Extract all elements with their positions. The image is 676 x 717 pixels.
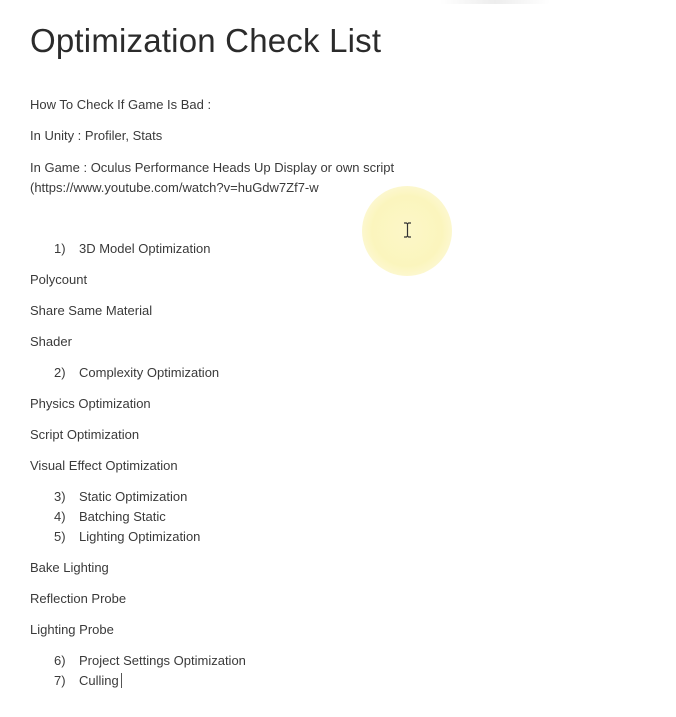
list-number: 3) [54,489,66,504]
list-item-label: 3D Model Optimization [79,241,211,256]
list-item-label: Lighting Optimization [79,529,201,544]
model-subitem-polycount: Polycount [30,272,88,287]
youtube-link-text[interactable]: (https://www.youtube.com/watch?v=huGdw7Zf7-w [30,180,319,195]
model-subitem-shader: Shader [30,334,72,349]
list-item-3 [54,488,187,506]
list-item-4 [54,508,166,526]
list-number: 2) [54,365,66,380]
in-game-text: In Game : Oculus Performance Heads Up Display or own script [30,160,395,175]
lighting-subitem-reflection-probe: Reflection Probe [30,591,127,606]
list-number: 5) [54,529,66,544]
in-unity-text: In Unity : Profiler, Stats [30,128,163,143]
text-insertion-caret [121,673,122,688]
list-item-label: Complexity Optimization [79,365,220,380]
list-item-1 [54,240,211,258]
complexity-subitem-visual-effect: Visual Effect Optimization [30,458,178,473]
list-item-label: Batching Static [79,509,166,524]
list-number: 4) [54,509,66,524]
top-edge-shadow [440,0,550,4]
list-item-5 [54,528,200,546]
lighting-subitem-lighting-probe: Lighting Probe [30,622,114,637]
list-item-6 [54,652,246,670]
model-subitem-share-material: Share Same Material [30,303,153,318]
how-to-check-text: How To Check If Game Is Bad : [30,97,212,112]
page-title: Optimization Check List [30,22,382,59]
list-item-2 [54,364,219,382]
complexity-subitem-physics: Physics Optimization [30,396,151,411]
list-item-label: Culling [79,673,119,688]
list-number: 7) [54,673,66,688]
lighting-subitem-bake: Bake Lighting [30,560,109,575]
list-item-7 [54,672,122,690]
list-item-label: Static Optimization [79,489,188,504]
list-number: 6) [54,653,66,668]
list-item-label: Project Settings Optimization [79,653,246,668]
list-number: 1) [54,241,66,256]
complexity-subitem-script: Script Optimization [30,427,140,442]
text-cursor-icon [403,222,412,238]
